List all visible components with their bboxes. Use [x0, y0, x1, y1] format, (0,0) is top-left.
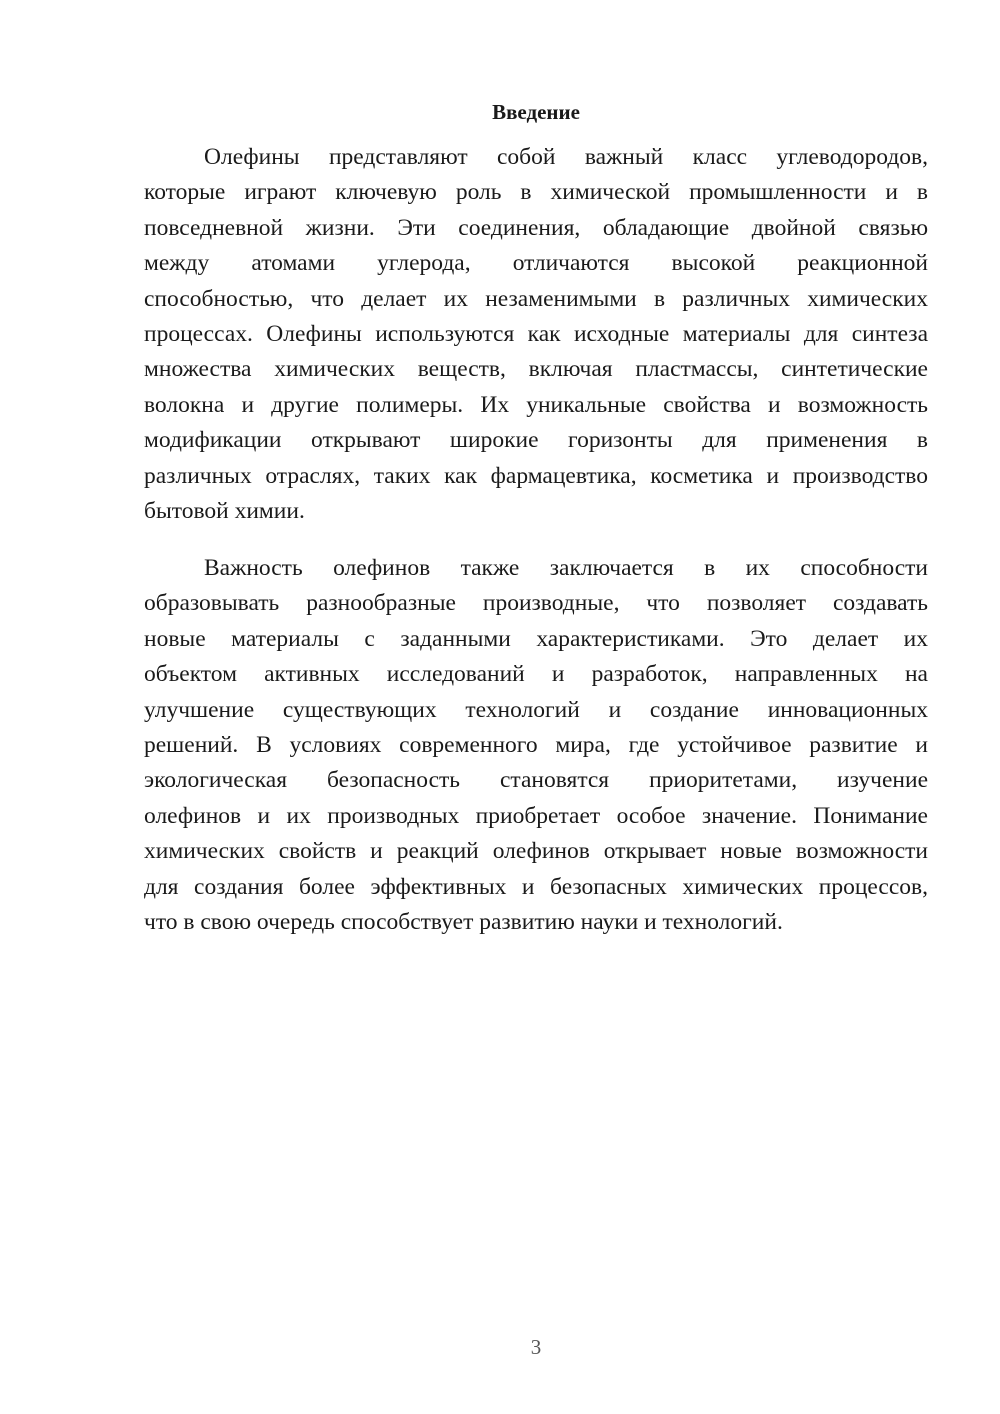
paragraph-line: Важность олефинов также заключается в их способности: [204, 555, 928, 581]
paragraph-line: волокна и другие полимеры. Их уникальные свойства и возможность: [144, 391, 928, 418]
paragraph-line: способностью, что делает их незаменимыми в различных химических: [144, 285, 928, 312]
paragraph-line: решений. В условиях современного мира, где устойчивое развитие и: [144, 731, 928, 758]
paragraph-line: улучшение существующих технологий и создание инновационных: [144, 696, 928, 723]
paragraph-line: что в свою очередь способствует развитию науки и технологий.: [144, 908, 783, 935]
paragraph-line: для создания более эффективных и безопасных химических процессов,: [144, 873, 928, 900]
paragraph-line: объектом активных исследований и разработок, направленных на: [144, 661, 928, 688]
paragraph-line: олефинов и их производных приобретает особое значение. Понимание: [144, 802, 928, 829]
paragraph-line: бытовой химии.: [144, 497, 305, 524]
paragraph-line: Олефины представляют собой важный класс углеводородов,: [204, 144, 928, 170]
paragraph-line: образовывать разнообразные производные, что позволяет создавать: [144, 590, 928, 617]
paragraph-1: [144, 140, 928, 529]
paragraph-line: между атомами углерода, отличаются высокой реакционной: [144, 250, 928, 277]
paragraph-line: экологическая безопасность становятся приоритетами, изучение: [144, 767, 928, 794]
paragraph-line: множества химических веществ, включая пластмассы, синтетические: [144, 356, 928, 383]
paragraph-line: повседневной жизни. Эти соединения, обладающие двойной связью: [144, 214, 928, 241]
paragraph-2: [144, 551, 928, 940]
paragraph-line: модификации открывают широкие горизонты для применения в: [144, 427, 928, 454]
paragraph-line: химических свойств и реакций олефинов открывает новые возможности: [144, 838, 928, 865]
paragraph-line: которые играют ключевую роль в химической промышленности и в: [144, 179, 928, 206]
paragraph-line: новые материалы с заданными характеристиками. Это делает их: [144, 625, 928, 652]
paragraph-line: различных отраслях, таких как фармацевтика, косметика и производство: [144, 462, 928, 489]
section-title: Введение: [492, 100, 580, 124]
paragraph-line: процессах. Олефины используются как исходные материалы для синтеза: [144, 320, 928, 347]
page-number: 3: [530, 1335, 542, 1359]
